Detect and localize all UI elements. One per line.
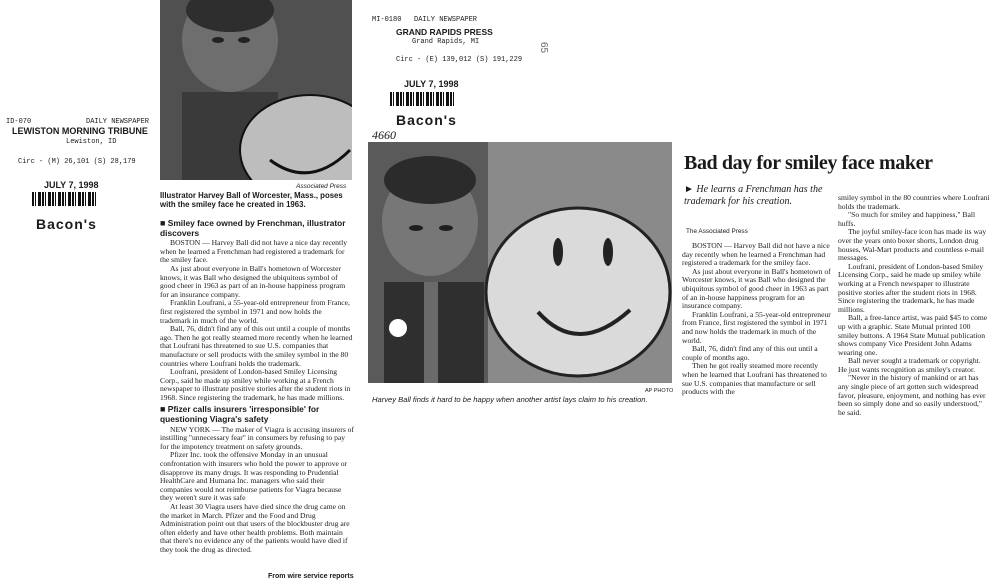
left-clip-paper: LEWISTON MORNING TRIBUNE (12, 126, 148, 136)
story2-head: ■ Pfizer calls insurers 'irresponsible' for questioning Viagra's safety (160, 404, 320, 425)
left-clip-code: ID-070 (6, 118, 32, 126)
right-clip-city: Grand Rapids, MI (412, 38, 480, 46)
story1-para: BOSTON — Harvey Ball did not have a nice day recently when he learned a Frenchman had registered a trademark for the smiley face. (160, 238, 347, 265)
story1-head: ■ Smiley face owned by Frenchman, illustrator discovers (160, 218, 346, 238)
col2-para: Ball never sought a trademark or copyright. He just wants recognition as smiley's creator. (838, 356, 981, 374)
story1-para: Franklin Loufrani, a 55-year-old entrepreneur from France, first registered the symbol in 1971 and now holds the trademark in much of the world. (160, 298, 350, 325)
left-clip-barcode (32, 192, 98, 206)
right-clip-date: JULY 7, 1998 (404, 79, 459, 89)
right-clip-paper: GRAND RAPIDS PRESS (396, 27, 493, 37)
middle-source: From wire service reports (268, 573, 354, 580)
left-clip-date: JULY 7, 1998 (44, 180, 99, 190)
right-clip-code: MI-0180 (372, 16, 402, 24)
col2-para: smiley symbol in the 80 countries where Loufrani holds the trademark. (838, 193, 990, 211)
triangle-bullet-icon: ► (684, 184, 694, 195)
right-column-1 (682, 242, 834, 397)
right-photo-credit: AP PHOTO (645, 388, 674, 394)
middle-story-column (160, 216, 354, 555)
col1-para: As just about everyone in Ball's hometown of Worcester knows, it was Ball who designed the ubiquitous symbol of good cheer in 1963 as part of an in-house happiness program for an insurance company. (682, 266, 831, 311)
story1-para: Ball, 76, didn't find any of this out until a couple of months ago. Then he got really steamed more recently when he learned that Loufrani has threatened to sue U.S. companies that manufacture or sell products with the smiley symbol in the 80 countries where Loufrani holds the trademark. (160, 324, 353, 368)
right-clip-type: DAILY NEWSPAPER (414, 16, 478, 24)
story2-para: At least 30 Viagra users have died since the drug came on the market in March. Pfizer and the Food and Drug Administration point out that users of the blockbuster drug are often elderly and have other health problems. Both maintain that there's no evidence any of the patients would have died if they took the drug as directed. (160, 502, 350, 554)
left-clip-city: Lewiston, ID (66, 138, 117, 146)
story1-para: As just about everyone in Ball's hometown of Worcester knows, it was Ball who designed the ubiquitous symbol of good cheer in 1963 as part of an in-house happiness program for an insurance company. (160, 263, 346, 299)
right-clip-bureau: Bacon's (396, 112, 457, 128)
col2-para: "So much for smiley and happiness," Ball huffs. (838, 210, 976, 228)
left-clip-bureau: Bacon's (36, 216, 97, 232)
col2-para: "Never in the history of mankind or art has any single piece of art gotten such widespread favor, pleasure, enjoyment, and nothing has ever been so simply done and so easily understood," he said. (838, 373, 986, 417)
col1-para: BOSTON — Harvey Ball did not have a nice day recently when he learned a Frenchman had registered a trademark for the smiley face. (682, 241, 830, 268)
col1-para: Franklin Loufrani, a 55-year-old entrepreneur from France, first registered the symbol in 1971 and now holds the trademark in much of the world. (682, 309, 831, 345)
col2-para: Ball, a free-lance artist, was paid $45 to come up with a graphic. State Mutual printed 100 smiley buttons. A 1964 State Mutual publication shows company Vice President John Adams wearing one. (838, 313, 988, 357)
right-clip-circ: Circ - (E) 139,012 (S) 191,229 (396, 56, 523, 64)
left-clip-circ: Circ - (M) 26,101 (S) 28,179 (18, 158, 136, 166)
middle-caption: Illustrator Harvey Ball of Worcester, Mass., poses with the smiley face he created in 1963. (160, 191, 343, 209)
handwritten-number: 4660 (372, 128, 396, 142)
left-clip-type: DAILY NEWSPAPER (86, 118, 150, 126)
photo-illustration (160, 0, 352, 180)
story2-para: Pfizer Inc. took the offensive Monday in an unusual confrontation with insurers who hold the power to approve or disapprove its many drugs. It was responding to Prudential HealthCare and Humana Inc. managers who said their companies would not reimburse patients for Viagra because they weren't sure it was safe (160, 450, 348, 503)
col1-para: Ball, 76, didn't find any of this out until a couple of months ago. (682, 344, 818, 362)
subhead: ► He learns a Frenchman has the trademark for his creation. (684, 184, 823, 207)
col2-para: Loufrani, president of London-based Smiley Licensing Corp., said he made up smiley while working at a French newspaper to illustrate positive stories after the student riots in 1968. Since registering the trademark, he has made millions. (838, 261, 984, 314)
col2-para: The joyful smiley-face icon has made its way over the years onto boxer shorts, London drug houses, Wal-Mart products and countless e-mail messages. (838, 227, 987, 263)
story2-para: NEW YORK — The maker of Viagra is accusing insurers of instilling "unnecessary fear" in consumers by refusing to pay for the impotency treatment on safety grounds. (160, 424, 354, 451)
bullet-square-icon: ■ (160, 404, 166, 415)
right-column-2 (838, 194, 990, 417)
right-clip-barcode (390, 92, 456, 106)
right-caption: Harvey Ball finds it hard to be happy when another artist lays claim to his creation. (372, 395, 648, 404)
harvey-ball-photo-right (368, 142, 672, 383)
photo-illustration (368, 142, 672, 383)
headline: Bad day for smiley face maker (684, 152, 933, 174)
harvey-ball-photo-middle (160, 0, 352, 180)
col1-para: Then he got really steamed more recently when he learned that Loufrani has threatened to sue U.S. companies that manufacture or sell products with the (682, 361, 827, 397)
byline: The Associated Press (686, 228, 748, 235)
story1-para: Loufrani, president of London-based Smiley Licensing Corp., said he made up smiley while working at a French newspaper to illustrate positive stories after the student riots in 1968. Since registering the trademark, he has made millions. (160, 367, 351, 402)
middle-photo-credit: Associated Press (296, 183, 347, 190)
margin-mark: 65 (538, 41, 550, 54)
bullet-square-icon: ■ (160, 218, 166, 228)
